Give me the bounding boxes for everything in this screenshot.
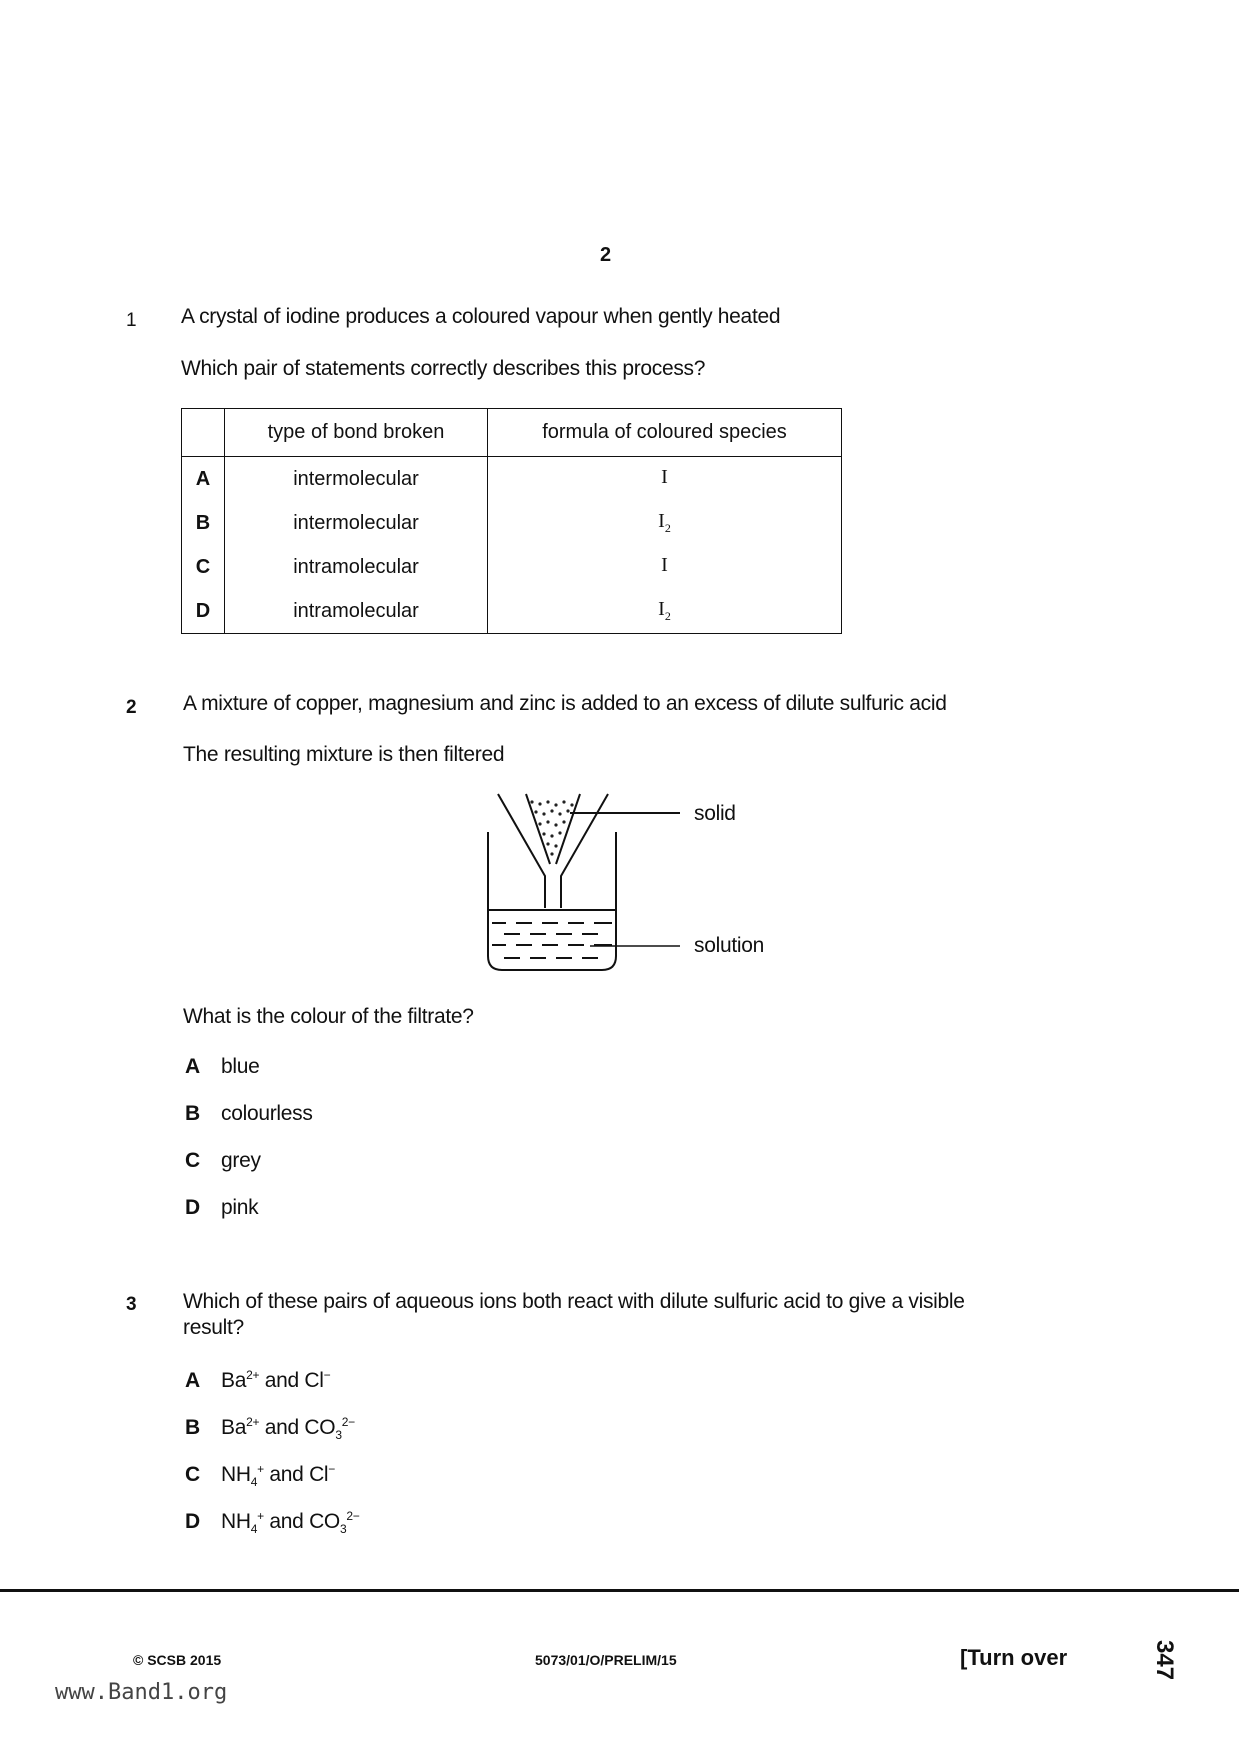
table-header-formula: formula of coloured species (488, 409, 842, 457)
option-c[interactable] (185, 1149, 261, 1173)
question-1-table (181, 408, 842, 634)
question-3-number: 3 (126, 1294, 137, 1315)
watermark: www.Band1.org (55, 1680, 228, 1705)
option-text: colourless (221, 1102, 313, 1125)
formula-subscript: 2 (664, 521, 671, 535)
option-letter: C (185, 1149, 200, 1172)
ion-2-subscript: 3 (335, 1428, 342, 1443)
ion-2-subscript: 3 (339, 1522, 347, 1537)
table-header-row (182, 409, 842, 457)
ion-2-charge: 2− (346, 1509, 360, 1523)
question-1-number: 1 (126, 310, 137, 331)
ion-1-subscript: 4 (250, 1522, 258, 1537)
row-bond: intramolecular (225, 589, 488, 634)
conjunction: and (269, 1510, 304, 1533)
footer-paper-code: 5073/01/O/PRELIM/15 (535, 1652, 677, 1668)
footer-copyright: © SCSB 2015 (133, 1652, 222, 1668)
row-formula (488, 501, 842, 545)
formula-text: I (661, 466, 668, 488)
funnel-right (556, 794, 608, 908)
ion-1-charge: 2+ (246, 1368, 260, 1382)
question-2-stem: A mixture of copper, magnesium and zinc is added to an excess of dilute sulfuric acid (183, 692, 947, 715)
table-row (182, 589, 842, 634)
row-bond: intramolecular (225, 545, 488, 589)
option-text: pink (221, 1196, 259, 1219)
ion-1: Ba (221, 1416, 247, 1439)
option-letter: A (185, 1369, 200, 1392)
conjunction: and (264, 1416, 299, 1439)
ion-1-charge: + (257, 1462, 264, 1476)
option-a[interactable] (185, 1055, 260, 1079)
option-letter: B (185, 1102, 200, 1125)
label-solution: solution (694, 934, 764, 957)
ion-1: NH (221, 1463, 251, 1486)
formula-text: I (661, 554, 668, 576)
ion-1: NH (221, 1510, 251, 1533)
ion-2: Cl (309, 1463, 329, 1486)
formula-text: I (658, 598, 665, 620)
option-c[interactable] (185, 1462, 335, 1489)
ion-1: Ba (221, 1369, 247, 1392)
table-header-bond: type of bond broken (225, 409, 488, 457)
footer-side-number: 347 (1151, 1640, 1178, 1681)
option-letter: D (185, 1510, 200, 1533)
row-bond: intermolecular (225, 457, 488, 502)
ion-2: Cl (304, 1369, 324, 1392)
option-a[interactable] (185, 1368, 330, 1395)
question-3-stem-line1: Which of these pairs of aqueous ions both react with dilute sulfuric acid to give a visible (183, 1290, 965, 1313)
option-letter: D (185, 1196, 200, 1219)
option-d[interactable] (185, 1196, 258, 1220)
question-2-number: 2 (126, 697, 137, 718)
row-letter: A (182, 457, 225, 502)
option-letter: A (185, 1055, 200, 1078)
row-bond: intermolecular (225, 501, 488, 545)
label-solid: solid (694, 802, 736, 825)
solution-liquid (488, 910, 616, 958)
option-b[interactable] (185, 1102, 313, 1126)
row-formula (488, 589, 842, 634)
table-row (182, 545, 842, 589)
row-formula (488, 457, 842, 502)
option-letter: B (185, 1416, 200, 1439)
question-1-prompt: Which pair of statements correctly describes this process? (181, 357, 706, 380)
question-1-stem: A crystal of iodine produces a coloured vapour when gently heated (181, 305, 781, 328)
option-d[interactable] (185, 1509, 359, 1536)
question-3-stem-line2: result? (183, 1316, 244, 1339)
table-row (182, 457, 842, 502)
formula-subscript: 2 (664, 609, 671, 623)
row-letter: D (182, 589, 225, 634)
ion-2: CO (309, 1510, 340, 1533)
question-2-prompt: What is the colour of the filtrate? (183, 1005, 474, 1028)
row-letter: B (182, 501, 225, 545)
question-2-line2: The resulting mixture is then filtered (183, 743, 505, 766)
table-row (182, 501, 842, 545)
page-number: 2 (600, 244, 612, 266)
ion-2-charge: 2− (341, 1415, 355, 1429)
table-header-blank (182, 409, 225, 457)
ion-1-charge: + (257, 1509, 264, 1523)
ion-2-charge: − (328, 1462, 336, 1476)
ion-2-charge: − (323, 1368, 331, 1382)
conjunction: and (264, 1369, 299, 1392)
row-letter: C (182, 545, 225, 589)
footer-turn-over: [Turn over (960, 1645, 1068, 1670)
option-text: blue (221, 1055, 260, 1078)
option-text: grey (221, 1149, 261, 1172)
footer-divider (0, 1589, 1239, 1592)
conjunction: and (269, 1463, 304, 1486)
ion-1-charge: 2+ (246, 1415, 260, 1429)
ion-1-subscript: 4 (250, 1475, 258, 1490)
option-letter: C (185, 1463, 200, 1486)
option-b[interactable] (185, 1415, 355, 1442)
funnel-left (498, 794, 550, 908)
formula-text: I (658, 510, 665, 532)
ion-2: CO (304, 1416, 336, 1439)
row-formula (488, 545, 842, 589)
